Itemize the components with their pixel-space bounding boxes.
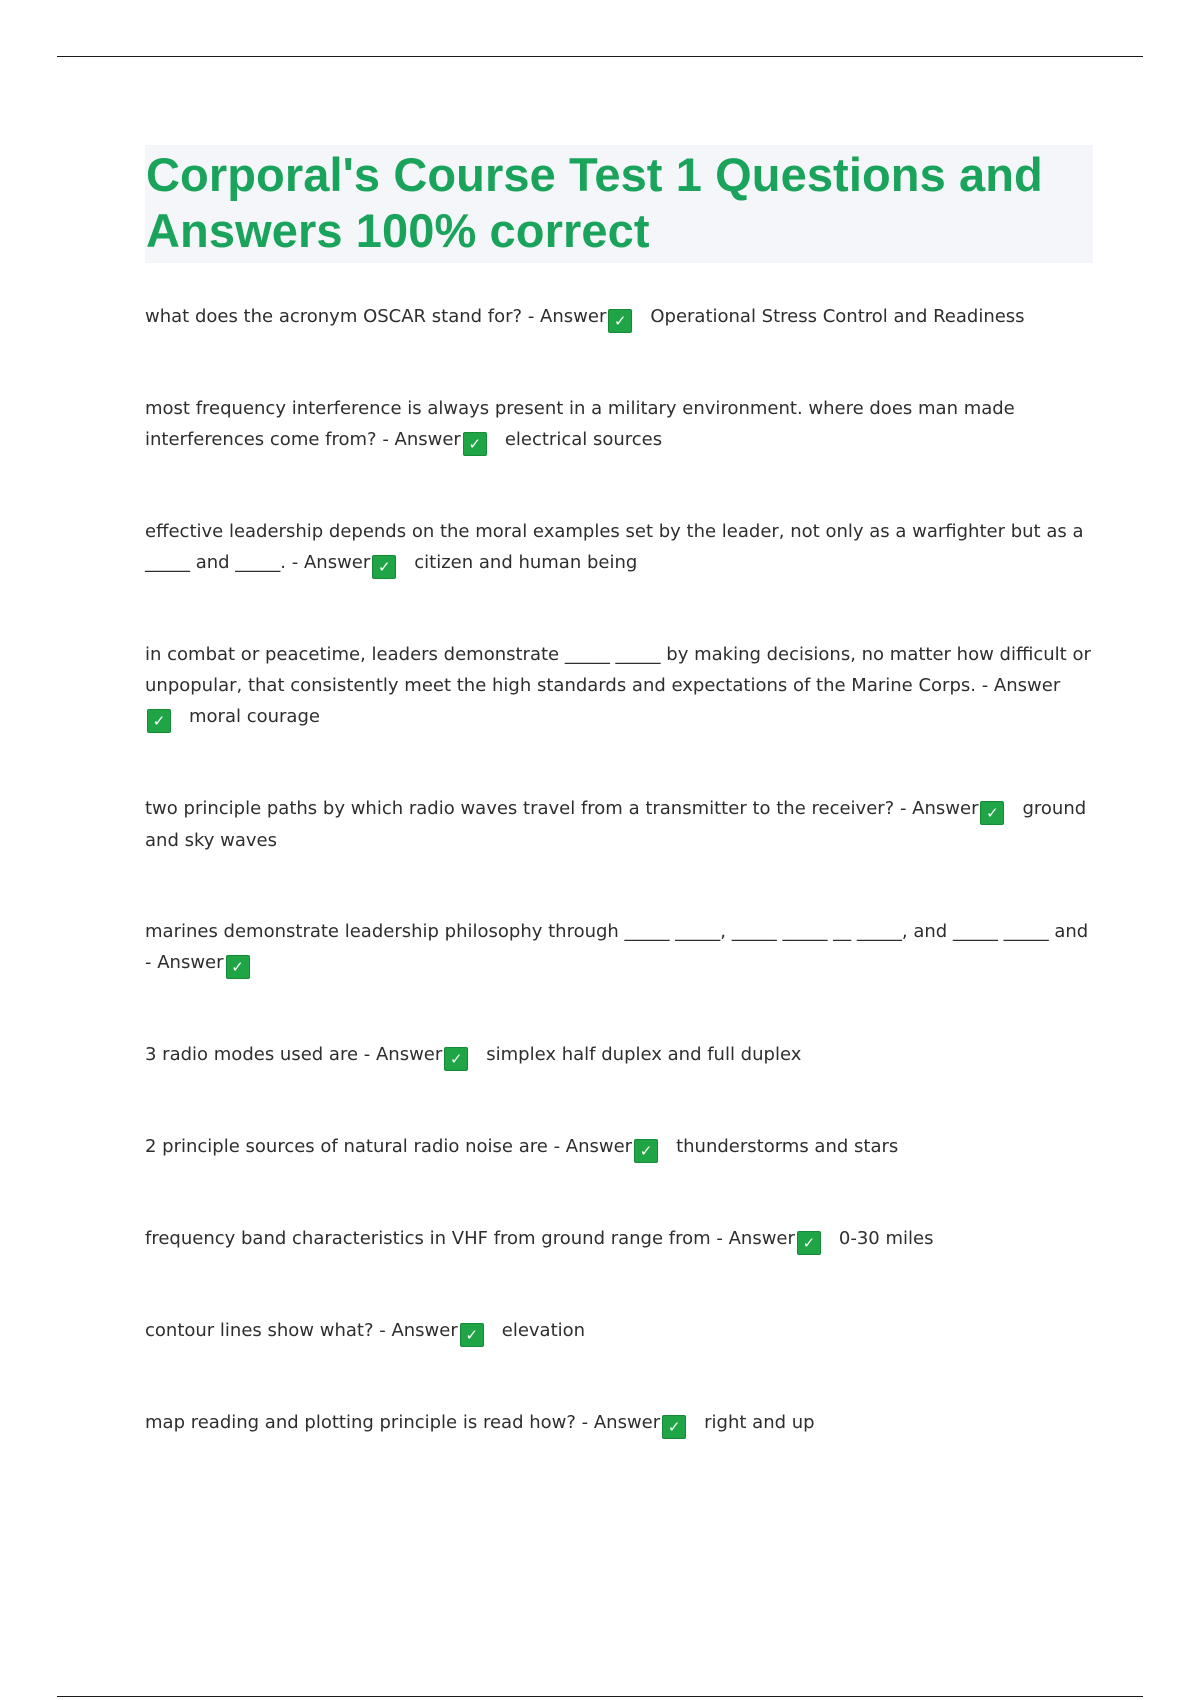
answer-marker: - Answer <box>376 429 461 450</box>
answer-marker: - Answer <box>286 552 371 573</box>
qa-list <box>145 301 1093 1439</box>
document-title: Corporal's Course Test 1 Questions and Answers 100% correct <box>146 148 1043 257</box>
answer-text: 0-30 miles <box>838 1228 934 1249</box>
answer-marker: - Answer <box>894 798 979 819</box>
check-icon: ✓ <box>463 432 487 456</box>
check-icon: ✓ <box>444 1047 468 1071</box>
qa-item <box>145 916 1093 979</box>
answer-text: Operational Stress Control and Readiness <box>650 306 1025 327</box>
qa-item <box>145 1039 1093 1071</box>
check-icon: ✓ <box>634 1139 658 1163</box>
question-text: most frequency interference is always present in a military environment. where does man made interferences come from? <box>145 398 1015 450</box>
answer-marker: - Answer <box>358 1044 443 1065</box>
question-text: 3 radio modes used are <box>145 1044 359 1065</box>
question-text: two principle paths by which radio waves travel from a transmitter to the receiver? <box>145 798 895 819</box>
qa-item <box>145 1223 1093 1255</box>
title-banner <box>145 145 1093 263</box>
answer-text: citizen and human being <box>414 552 638 573</box>
qa-item <box>145 1315 1093 1347</box>
answer-marker: - Answer <box>373 1320 458 1341</box>
qa-item <box>145 393 1093 456</box>
qa-item <box>145 1407 1093 1439</box>
answer-text: ground and sky waves <box>145 798 1087 851</box>
answer-marker: - Answer <box>575 1412 661 1433</box>
check-icon: ✓ <box>608 309 632 333</box>
answer-marker: - Answer <box>975 675 1061 696</box>
question-text: 2 principle sources of natural radio noise are <box>145 1136 548 1157</box>
check-icon: ✓ <box>662 1415 686 1439</box>
answer-marker: - Answer <box>547 1136 633 1157</box>
qa-item <box>145 793 1093 856</box>
answer-text: elevation <box>501 1320 586 1341</box>
qa-item <box>145 1131 1093 1163</box>
check-icon: ✓ <box>226 955 250 979</box>
check-icon: ✓ <box>980 801 1004 825</box>
answer-text: right and up <box>704 1412 815 1433</box>
qa-item <box>145 516 1093 579</box>
question-text: what does the acronym OSCAR stand for? <box>145 306 523 327</box>
answer-text: electrical sources <box>504 429 663 450</box>
check-icon: ✓ <box>460 1323 484 1347</box>
answer-text: moral courage <box>189 706 320 727</box>
qa-item <box>145 301 1093 333</box>
check-icon: ✓ <box>797 1231 821 1255</box>
answer-marker: - Answer <box>145 952 224 973</box>
header-rule <box>57 56 1143 57</box>
answer-marker: - Answer <box>522 306 607 327</box>
question-text: map reading and plotting principle is read how? <box>145 1412 576 1433</box>
question-text: contour lines show what? <box>145 1320 374 1341</box>
footer-rule <box>57 1696 1143 1697</box>
question-text: marines demonstrate leadership philosophy through _____ _____, _____ _____ __ _____, and _____ _____ and <box>145 921 1089 942</box>
question-text: in combat or peacetime, leaders demonstrate _____ _____ by making decisions, no matter how difficult or unpopular, that consistently meet the high standards and expectations of the Marine Corps. <box>145 644 1091 696</box>
question-text: effective leadership depends on the moral examples set by the leader, not only as a warfighter but as a _____ and _____. <box>145 521 1084 573</box>
check-icon: ✓ <box>372 555 396 579</box>
answer-text: simplex half duplex and full duplex <box>486 1044 802 1065</box>
question-text: frequency band characteristics in VHF from ground range from <box>145 1228 711 1249</box>
answer-marker: - Answer <box>710 1228 795 1249</box>
answer-text: thunderstorms and stars <box>676 1136 899 1157</box>
qa-item <box>145 639 1093 733</box>
document-body <box>145 145 1093 1439</box>
check-icon: ✓ <box>147 709 171 733</box>
